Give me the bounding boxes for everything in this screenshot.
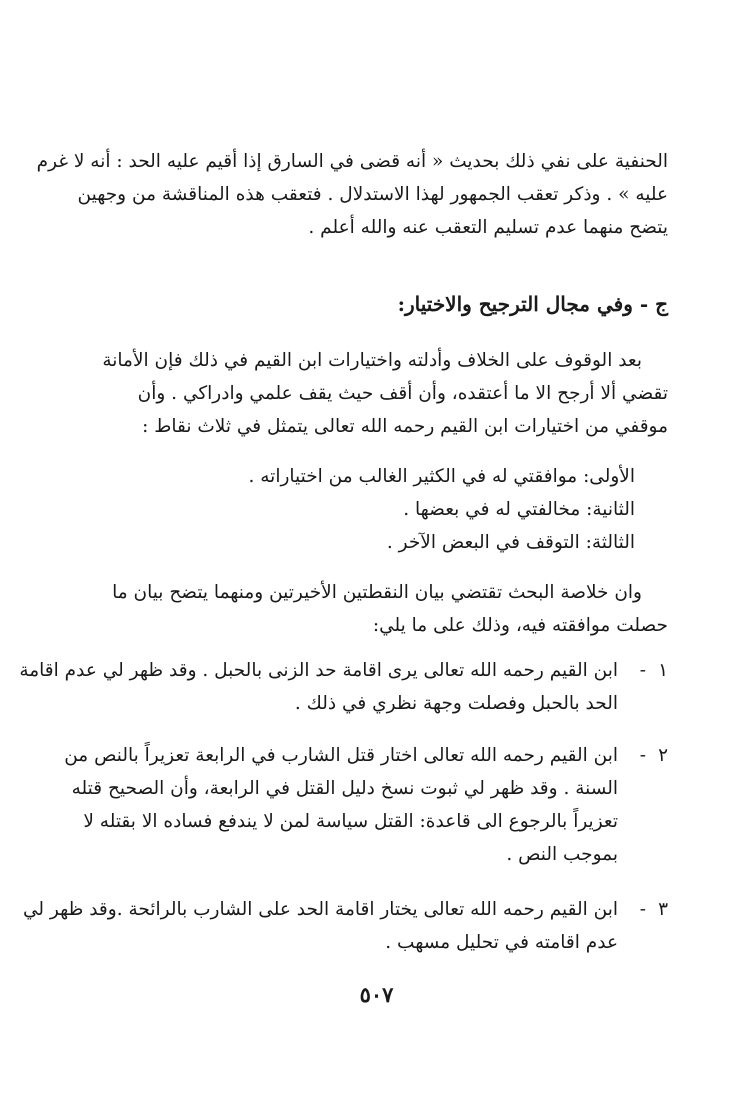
item-number: ٣	[658, 899, 668, 920]
text-line: يتضح منهما عدم تسليم التعقب عنه والله أعلم .	[308, 217, 668, 238]
text-line: عدم اقامته في تحليل مسهب .	[385, 932, 618, 953]
paragraph-summary	[86, 576, 668, 642]
text-line: ابن القيم رحمه الله تعالى يرى اقامة حد الزنى بالحبل . وقد ظهر لي عدم اقامة	[19, 660, 618, 681]
text-line: السنة . وقد ظهر لي ثبوت نسخ دليل القتل في الرابعة، وأن الصحيح قتله	[71, 778, 618, 799]
text-line: ابن القيم رحمه الله تعالى اختار قتل الشارب في الرابعة تعزيراً بالنص من	[64, 745, 618, 766]
numbered-item	[22, 893, 668, 959]
text-line: تقضي ألا أرجح الا ما أعتقده، وأن أقف حيث يقف علمي وادراكي . وأن	[137, 383, 668, 404]
numbered-item	[64, 739, 668, 871]
item-dash: -	[639, 899, 646, 920]
points-list	[249, 460, 636, 559]
text-line: عليه » . وذكر تعقب الجمهور لهذا الاستدلال . فتعقب هذه المناقشة من وجهين	[77, 184, 668, 205]
point-second: الثانية: مخالفتي له في بعضها .	[403, 499, 635, 520]
point-first: الأولى: موافقتي له في الكثير الغالب من اختياراته .	[248, 466, 635, 487]
item-number: ٢	[658, 745, 668, 766]
text-line: الحنفية على نفي ذلك بحديث « أنه قضى في السارق إذا أقيم عليه الحد : أنه لا غرم	[36, 151, 668, 172]
item-number: ١	[658, 660, 668, 681]
text-line: بموجب النص .	[506, 844, 618, 865]
text-line: وان خلاصة البحث تقتضي بيان النقطتين الأخيرتين ومنهما يتضح بيان ما	[112, 582, 642, 603]
item-dash: -	[639, 660, 646, 681]
point-third: الثالثة: التوقف في البعض الآخر .	[386, 532, 635, 553]
text-line: الحد بالحبل وفصلت وجهة نظري في ذلك .	[294, 693, 618, 714]
text-line: موقفي من اختيارات ابن القيم رحمه الله تعالى يتمثل في ثلاث نقاط :	[142, 416, 668, 437]
text-line: حصلت موافقته فيه، وذلك على ما يلي:	[372, 615, 668, 636]
text-line: بعد الوقوف على الخلاف وأدلته واختيارات ابن القيم في ذلك فإن الأمانة	[102, 350, 642, 371]
item-text	[64, 739, 618, 871]
numbered-item	[19, 654, 668, 720]
section-heading: ج - وفي مجال الترجيح والاختيار:	[397, 292, 668, 316]
page-number: ٥٠٧	[359, 982, 394, 1007]
text-line: تعزيراً بالرجوع الى قاعدة: القتل سياسة لمن لا يندفع فساده الا بقتله لا	[83, 811, 618, 832]
text-line: ابن القيم رحمه الله تعالى يختار اقامة الحد على الشارب بالرائحة .وقد ظهر لي	[22, 899, 618, 920]
item-text	[19, 654, 618, 720]
paragraph-intro	[86, 344, 668, 443]
paragraph-hanafi-discussion	[36, 145, 668, 244]
item-text	[22, 893, 618, 959]
item-dash: -	[639, 745, 646, 766]
